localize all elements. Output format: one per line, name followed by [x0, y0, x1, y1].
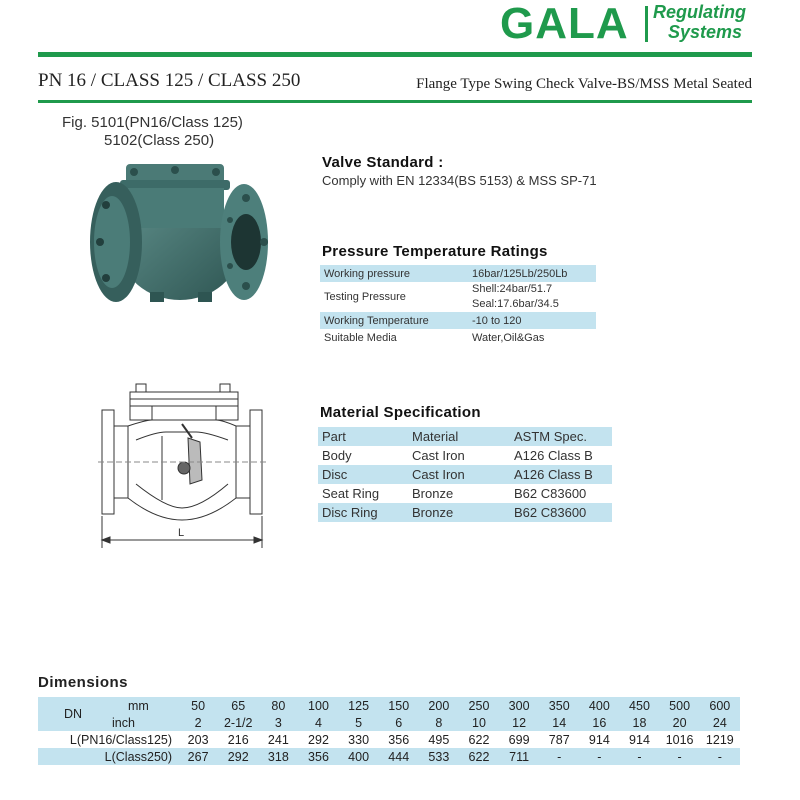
table-row	[320, 312, 596, 329]
valve-standard-text: Comply with EN 12334(BS 5153) & MSS SP-71	[322, 173, 597, 188]
table-cell: Cast Iron	[408, 465, 510, 484]
dimension-value-cell: 241	[267, 732, 289, 747]
rating-value: Water,Oil&Gas	[472, 331, 545, 344]
dimension-value-cell: 1219	[705, 732, 734, 747]
rating-value: 16bar/125Lb/250Lb	[468, 265, 596, 282]
table-cell: Disc	[318, 465, 408, 484]
dn-mm-cell: 450	[619, 697, 659, 714]
rating-value-2: Seal:17.6bar/34.5	[472, 298, 559, 310]
dimension-value-cell: 787	[548, 732, 570, 747]
dimension-value-cell: 356	[388, 732, 410, 747]
table-cell: Bronze	[408, 503, 510, 522]
brand-tagline-2: Systems	[668, 22, 743, 42]
pressure-ratings-table	[320, 265, 596, 346]
dn-label: DN	[64, 707, 83, 721]
pressure-ratings-heading: Pressure Temperature Ratings	[322, 243, 548, 260]
dimension-value-cell: 203	[187, 732, 209, 747]
pressure-class-title: PN 16 / CLASS 125 / CLASS 250	[38, 70, 301, 91]
dimensions-table	[38, 697, 740, 765]
dimension-value-cell: 292	[308, 732, 329, 747]
dn-mm-cell: 300	[499, 697, 539, 714]
table-row	[320, 265, 596, 282]
table-row	[38, 748, 740, 765]
rating-value: -10 to 120	[468, 312, 596, 329]
table-row	[318, 484, 612, 503]
dn-inch-cell: 14	[539, 714, 579, 731]
dimension-value-cell: -	[700, 748, 740, 765]
product-subtitle: Flange Type Swing Check Valve-BS/MSS Metal Seated	[416, 76, 752, 92]
dn-inch-cell: 2-1/2	[218, 714, 258, 731]
dn-inch-cell: 4	[298, 714, 338, 731]
table-header-row	[318, 427, 612, 446]
dn-inch-cell: 18	[619, 714, 659, 731]
table-cell: B62 C83600	[510, 503, 612, 522]
dimension-value-cell: 267	[178, 748, 218, 765]
dimension-row-label: L(Class250)	[38, 748, 178, 765]
rating-label: Suitable Media	[324, 331, 397, 344]
material-spec-table	[318, 427, 612, 522]
table-row	[318, 446, 612, 465]
dn-inch-cell: 10	[459, 714, 499, 731]
inch-label: inch	[112, 715, 135, 730]
table-cell: Body	[322, 448, 352, 463]
dimension-value-cell: 400	[339, 748, 379, 765]
table-cell: B62 C83600	[514, 486, 587, 501]
table-row	[320, 282, 596, 312]
logo-divider	[645, 6, 648, 42]
header-rule-top	[38, 52, 752, 57]
dn-mm-cell: 600	[700, 697, 740, 714]
valve-standard-heading: Valve Standard :	[322, 154, 444, 171]
dn-inch-cell: 12	[499, 714, 539, 731]
column-header: ASTM Spec.	[510, 427, 612, 446]
table-cell: Seat Ring	[322, 486, 380, 501]
dn-mm-cell: 200	[419, 697, 459, 714]
header-rule-bottom	[38, 100, 752, 103]
table-cell: Disc Ring	[318, 503, 408, 522]
dimensions-heading: Dimensions	[38, 674, 129, 691]
dn-inch-cell: 8	[419, 714, 459, 731]
dimension-value-cell: 711	[499, 748, 539, 765]
dn-mm-cell: 150	[379, 697, 419, 714]
mm-label: mm	[128, 699, 149, 713]
dn-inch-cell: 24	[700, 714, 740, 731]
dimension-value-cell: 330	[348, 732, 370, 747]
inch-label-cell	[38, 714, 178, 731]
dimensions-mm-row	[38, 697, 740, 714]
dn-mm-cell: 80	[258, 697, 298, 714]
column-header: Material	[408, 427, 510, 446]
dimension-value-cell: 444	[379, 748, 419, 765]
rating-value: Shell:24bar/51.7	[472, 283, 553, 295]
table-cell: A126 Class B	[514, 448, 593, 463]
dimension-value-cell: 914	[588, 732, 610, 747]
dimension-value-cell: -	[579, 748, 619, 765]
table-row	[320, 329, 596, 346]
dimension-value-cell: 533	[419, 748, 459, 765]
dn-mm-cell: 65	[218, 697, 258, 714]
dimension-value-cell: 495	[428, 732, 450, 747]
rating-label: Working pressure	[320, 265, 468, 282]
dn-inch-cell: 2	[178, 714, 218, 731]
dn-inch-cell: 5	[339, 714, 379, 731]
dn-mm-cell: 50	[178, 697, 218, 714]
brand-logo: GALA	[500, 0, 629, 48]
dimension-value-cell: 318	[258, 748, 298, 765]
dimension-value-cell: 356	[298, 748, 338, 765]
brand-tagline-1: Regulating	[653, 2, 746, 22]
table-row	[318, 503, 612, 522]
dn-mm-cell: 100	[298, 697, 338, 714]
dimension-value-cell: 699	[508, 732, 530, 747]
dn-mm-cell: 125	[339, 697, 379, 714]
material-spec-heading: Material Specification	[320, 404, 481, 421]
valve-photo	[80, 160, 280, 310]
dn-mm-cell: 500	[660, 697, 700, 714]
figure-caption-1: Fig. 5101(PN16/Class 125)	[62, 114, 243, 131]
dn-mm-cell: 400	[579, 697, 619, 714]
dimension-value-cell: 622	[468, 732, 490, 747]
valve-section-drawing	[96, 380, 272, 555]
dimension-value-cell: -	[660, 748, 700, 765]
dn-inch-cell: 6	[379, 714, 419, 731]
table-cell: A126 Class B	[510, 465, 612, 484]
dimension-value-cell: -	[539, 748, 579, 765]
dimensions-inch-row	[38, 714, 740, 731]
dimension-value-cell: -	[619, 748, 659, 765]
table-cell: Bronze	[412, 486, 454, 501]
dn-inch-cell: 3	[258, 714, 298, 731]
dimension-row-label: L(PN16/Class125)	[69, 732, 173, 747]
dn-inch-cell: 20	[660, 714, 700, 731]
rating-label: Testing Pressure	[324, 291, 406, 303]
dimension-value-cell: 292	[218, 748, 258, 765]
table-row	[38, 731, 740, 748]
dn-label-cell	[38, 697, 178, 721]
figure-caption-2: 5102(Class 250)	[104, 132, 215, 149]
column-header: Part	[318, 427, 408, 446]
table-cell: Cast Iron	[412, 448, 465, 463]
table-row	[318, 465, 612, 484]
dimension-value-cell: 216	[227, 732, 249, 747]
dn-mm-cell: 250	[459, 697, 499, 714]
dimension-value-cell: 1016	[665, 732, 694, 747]
dn-mm-cell: 350	[539, 697, 579, 714]
dn-inch-cell: 16	[579, 714, 619, 731]
dimension-l-label: L	[178, 527, 185, 539]
dimension-value-cell: 914	[629, 732, 650, 747]
dimension-value-cell: 622	[459, 748, 499, 765]
rating-label: Working Temperature	[320, 312, 468, 329]
